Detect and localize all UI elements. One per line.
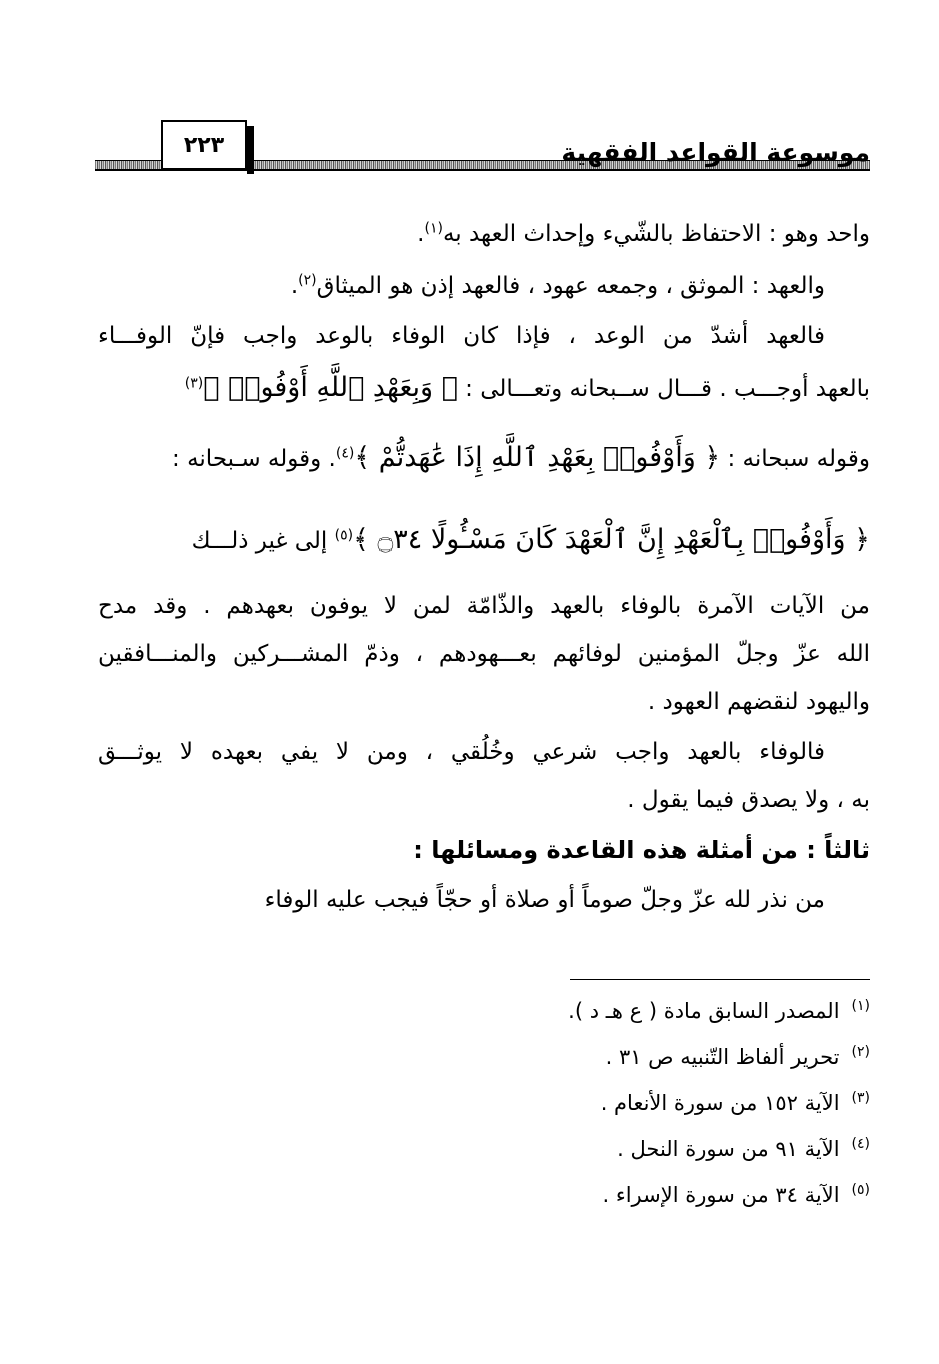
text-line-1: واحد وهو : الاحتفاظ بالشّيء وإحداث العهد به$^{(١)}$. [417, 220, 870, 247]
text-line-8: الله عزّ وجلّ المؤمنين لوفائهم بعـــهودهم ، وذمّ المشـــركين والمنـــافقين [98, 641, 870, 667]
footnote-2: $^{(٢)}$تحرير ألفاظ التّنبيه ص ٣١ . [605, 1044, 870, 1069]
footnote-ref-5[interactable]: (٥) [334, 527, 354, 544]
page-header [95, 110, 870, 170]
footnote-ref-2[interactable]: (٢) [298, 272, 317, 289]
text-line-13: من نذر لله عزّ وجلّ صوماً أو صلاة أو حجّاً فيجب عليه الوفاء [264, 887, 825, 913]
quran-verse-3: ﴿ وَأَوْفُوا۟ بِٱلْعَهْدِ إِنَّ ٱلْعَهْدَ كَانَ مَسْـُٔولًا ۝٣٤ ﴾ [353, 524, 870, 555]
book-title: موسوعة القواعد الفقهية [561, 138, 870, 167]
footnote-ref-3[interactable]: (٣) [184, 375, 204, 392]
quran-verse-2: ﴿ وَأَوْفُوا۟ بِعَهْدِ ٱللَّهِ إِذَا عَٰهَدتُّمْ ﴾ [354, 442, 721, 473]
page-number: ٢٢٣ [183, 132, 225, 158]
quran-verse-1: ﴿ وَبِعَهْدِ ٱللَّهِ أَوْفُوا۟ ﴾ [203, 372, 458, 403]
text-line-5: وقوله سبحانه : ﴿ وَأَوْفُوا۟ بِعَهْدِ ٱللَّهِ إِذَا عَٰهَدتُّمْ ﴾$^{(٤)}$. وقوله سـبحانه : [172, 442, 870, 473]
text-line-3: فالعهد أشدّ من الوعد ، فإذا كان الوفاء بالوعد واجب فإنّ الوفـــاء [98, 323, 825, 349]
footnote-3: $^{(٣)}$الآية ١٥٢ من سورة الأنعام . [600, 1090, 870, 1115]
footnote-divider [570, 979, 870, 980]
footnote-1: $^{(١)}$المصدر السابق مادة ( ع هـ د ). [568, 998, 870, 1023]
page-number-box [161, 120, 247, 170]
text-line-10: فالوفاء بالعهد واجب شرعي وخُلُقي ، ومن لا يفي بعهده لا يوثـــق [98, 739, 825, 765]
text-line-6: ﴿ وَأَوْفُوا۟ بِٱلْعَهْدِ إِنَّ ٱلْعَهْدَ كَانَ مَسْـُٔولًا ۝٣٤ ﴾$^{(٥)}$ إلى غير ذلـــك [191, 524, 870, 555]
footnote-5: $^{(٥)}$الآية ٣٤ من سورة الإسراء . [602, 1182, 870, 1207]
footnote-ref-4[interactable]: (٤) [335, 445, 355, 462]
text-line-4: بالعهد أوجـــب . قـــال ســبحانه وتعـــالى : ﴿ وَبِعَهْدِ ٱللَّهِ أَوْفُوا۟ ﴾$^{(٣)}$ [184, 372, 870, 403]
section-heading: ثالثاً : من أمثلة هذه القاعدة ومسائلها : [413, 836, 870, 864]
text-line-2: والعهد : الموثق ، وجمعه عهود ، فالعهد إذن هو الميثاق$^{(٢)}$. [290, 272, 825, 299]
text-line-7: من الآيات الآمرة بالوفاء بالعهد والذّامّة لمن لا يوفون بعهدهم . وقد مدح [98, 593, 870, 619]
text-line-11: به ، ولا يصدق فيما يقول . [627, 787, 870, 813]
footnote-4: $^{(٤)}$الآية ٩١ من سورة النحل . [617, 1136, 870, 1161]
footnote-ref-1[interactable]: (١) [424, 220, 443, 237]
text-line-9: واليهود لنقضهم العهود . [647, 689, 870, 715]
